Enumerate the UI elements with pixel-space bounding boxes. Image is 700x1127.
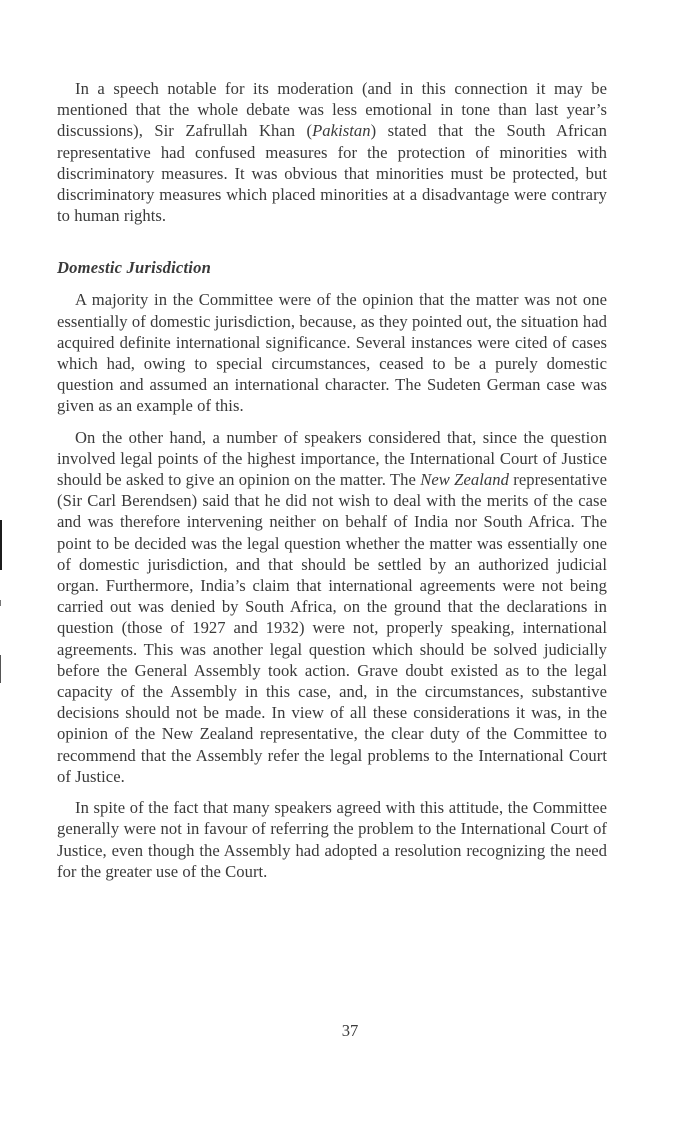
paragraph-1 bbox=[57, 78, 607, 226]
paragraph-3 bbox=[57, 427, 607, 787]
document-body bbox=[57, 78, 607, 882]
section-heading: Domestic Jurisdiction bbox=[57, 258, 212, 278]
margin-mark bbox=[0, 655, 1, 683]
paragraph-1-italic: Pakistan bbox=[312, 121, 371, 141]
paragraph-1-text: In a speech notable for its moderation (and in this connection it may be mentioned that the whole debate was less emotional in tone than last year’s discussions), Sir Zafrullah Khan ( bbox=[57, 79, 607, 141]
margin-mark bbox=[0, 600, 1, 606]
paragraph-1-text-end: ) stated that the South African representative had confused measures for the protection of minorities with discriminatory measures. It was obvious that minorities must be protected, but discriminatory measures which placed minorities at a disadvantage were contrary to human rights. bbox=[57, 121, 607, 226]
margin-mark bbox=[0, 520, 2, 570]
paragraph-3-italic: New Zealand bbox=[420, 470, 509, 490]
paragraph-3-text: On the other hand, a number of speakers considered that, since the question involved legal points of the highest importance, the International Court of Justice should be asked to give an opinion on the matter. The bbox=[57, 427, 607, 490]
paragraph-3-text-end: representative (Sir Carl Berendsen) said that he did not wish to deal with the merits of the case and was therefore intervening neither on behalf of India nor South Africa. The point to be decided was the legal question whether the matter was essentially one of domestic jurisdiction, and that should be settled by an authorized judicial organ. Furthermore, India’s claim that international agreements were not being carried out was denied by South Africa, on the ground that the declarations in question (those of 1927 and 1932) were not, properly speaking, international agreements. This was another legal question which should be solved judicially before the General Assembly took action. Grave doubt existed as to the legal capacity of the Assembly in this case, and, in the circumstances, substantive decisions should not be made. In view of all these considerations it was, in the opinion of the New Zealand representative, the clear duty of the Committee to recommend that the Assembly refer the legal problems to the International Court of Justice. bbox=[57, 470, 607, 786]
paragraph-2: A majority in the Committee were of the opinion that the matter was not one essentially of domestic jurisdiction, because, as they pointed out, the situation had acquired definite international significance. Several instances were cited of cases which had, owing to special circumstances, ceased to be a purely domestic question and assumed an international character. The Sudeten German case was given as an example of this. bbox=[57, 290, 607, 416]
paragraph-4: In spite of the fact that many speakers agreed with this attitude, the Committee generally were not in favour of referring the problem to the International Court of Justice, even though the Assembly had adopted a resolution recognizing the need for the greater use of the Court. bbox=[57, 798, 607, 881]
page-number: 37 bbox=[341, 1021, 359, 1040]
